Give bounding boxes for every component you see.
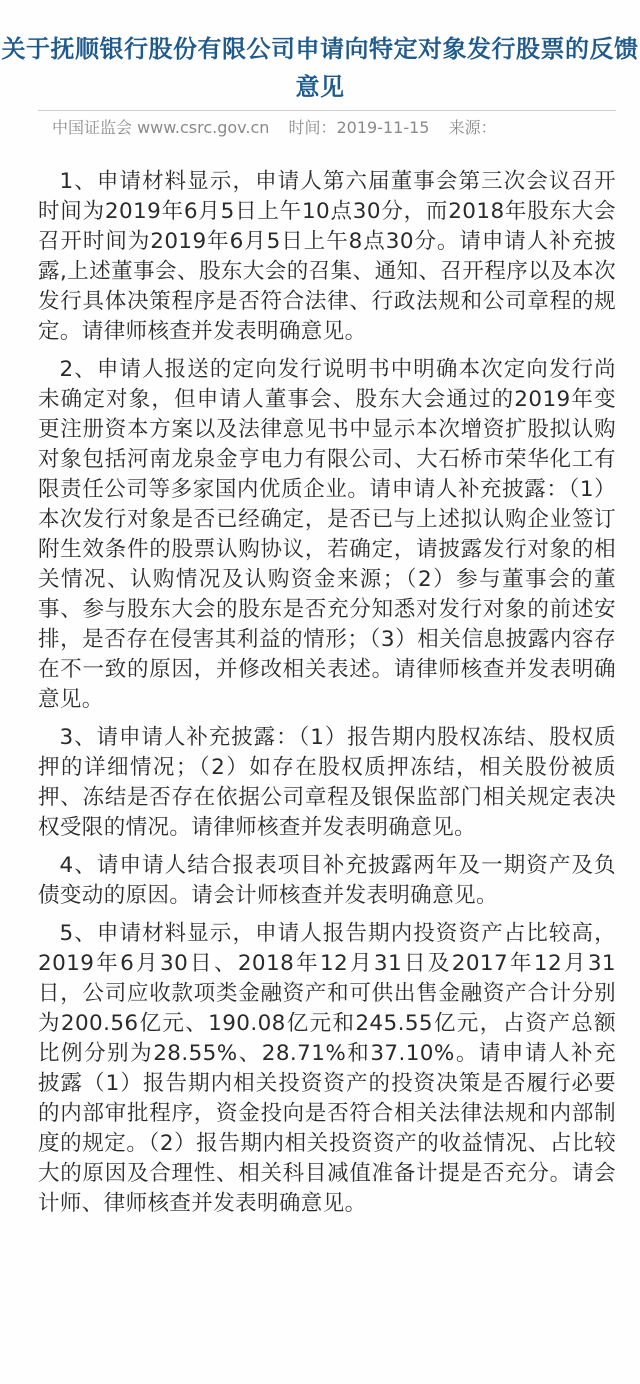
publisher-label: 中国证监会 www.csrc.gov.cn: [52, 118, 270, 137]
paragraph-2: 2、申请人报送的定向发行说明书中明确本次定向发行尚未确定对象，但申请人董事会、股东大会通过的2019年变更注册资本方案以及法律意见书中显示本次增资扩股拟认购对象包括河南龙泉金亨电力有限公司、大石桥市荣华化工有限责任公司等多家国内优质企业。请申请人补充披露：（1）本次发行对象是否已经确定，是否已与上述拟认购企业签订附生效条件的股票认购协议，若确定，请披露发行对象的相关情况、认购情况及认购资金来源；（2）参与董事会的董事、参与股东大会的股东是否充分知悉对发行对象的前述安排，是否存在侵害其利益的情形；（3）相关信息披露内容存在不一致的原因，并修改相关表述。请律师核查并发表明确意见。: [38, 357, 616, 712]
paragraph-4: 4、请申请人结合报表项目补充披露两年及一期资产及负债变动的原因。请会计师核查并发表明确意见。: [38, 853, 616, 908]
source-label: 来源：: [448, 118, 497, 137]
paragraph-5: 5、申请材料显示，申请人报告期内投资资产占比较高，2019年6月30日、2018年12月31日及2017年12月31日，公司应收款项类金融资产和可供出售金融资产合计分别为200.56亿元、190.08亿元和245.55亿元，占资产总额比例分别为28.55%、28.71%和37.10%。请申请人补充披露（1）报告期内相关投资资产的投资决策是否履行必要的内部审批程序，资金投向是否符合相关法律法规和内部制度的规定。（2）报告期内相关投资资产的收益情况、占比较大的原因及合理性、相关科目减值准备计提是否充分。请会计师、律师核查并发表明确意见。: [38, 921, 616, 1216]
article-title: 关于抚顺银行股份有限公司申请向特定对象发行股票的反馈意见: [1, 35, 639, 101]
paragraph-3: 3、请申请人补充披露：（1）报告期内股权冻结、股权质押的详细情况；（2）如存在股权质押冻结，相关股份被质押、冻结是否存在依据公司章程及银保监部门相关规定表决权受限的情况。请律师核查并发表明确意见。: [38, 725, 616, 840]
publish-time: 时间：2019-11-15: [288, 118, 430, 137]
title-divider: [38, 110, 616, 111]
article-meta: [52, 116, 632, 140]
article-body: [38, 167, 616, 1227]
paragraph-1: 1、申请材料显示，申请人第六届董事会第三次会议召开时间为2019年6月5日上午10点30分，而2018年股东大会召开时间为2019年6月5日上午8点30分。请申请人补充披露,上述董事会、股东大会的召集、通知、召开程序以及本次发行具体决策程序是否符合法律、行政法规和公司章程的规定。请律师核查并发表明确意见。: [38, 169, 616, 344]
